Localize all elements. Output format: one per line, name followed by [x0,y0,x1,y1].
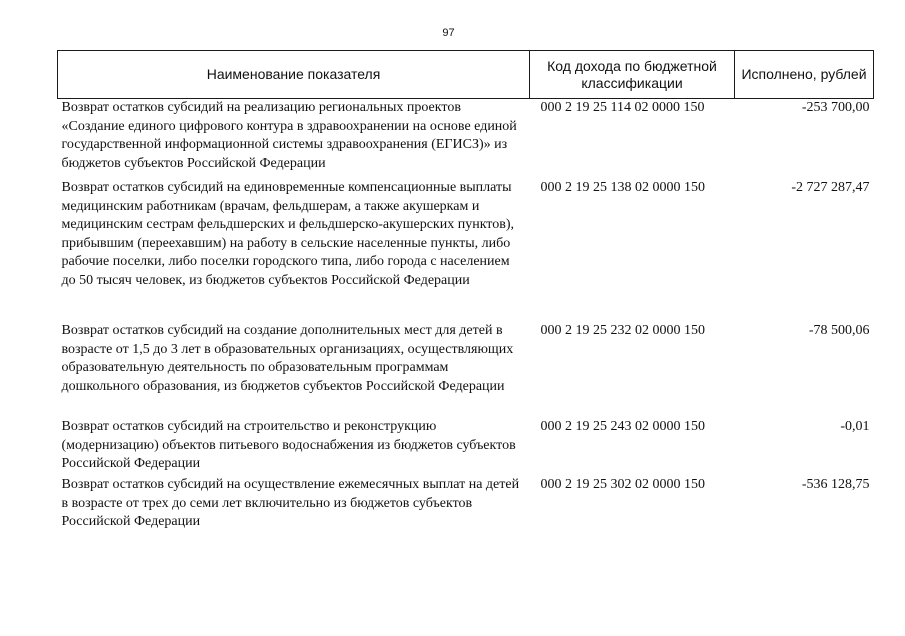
table-row [58,476,874,536]
row-amount: -78 500,06 [808,323,870,338]
budget-table [57,50,874,536]
page-number: 97 [442,27,455,39]
row-code: 000 2 19 25 114 02 0000 150 [540,100,705,115]
row-amount: -0,01 [840,419,870,434]
header-indicator-name: Наименование показателя [58,51,530,99]
table-row [58,418,874,476]
row-code: 000 2 19 25 232 02 0000 150 [540,323,705,338]
row-code: 000 2 19 25 302 02 0000 150 [540,477,705,492]
row-code: 000 2 19 25 243 02 0000 150 [540,419,705,434]
row-amount: -536 128,75 [801,477,870,492]
row-code: 000 2 19 25 138 02 0000 150 [540,180,705,195]
row-name: Возврат остатков субсидий на создание дополнительных мест для детей в возрасте от 1,5 до 3 лет в образовательных организациях, осуществляющих образовательную деятельность по образовательным программам дошкольного образования, из бюджетов субъектов Российской Федерации [61,323,514,394]
row-amount: -253 700,00 [801,100,870,115]
header-amount-executed: Исполнено, рублей [735,51,874,99]
table-header-row [58,51,874,99]
row-name: Возврат остатков субсидий на реализацию региональных проектов «Создание единого цифрового контура в здравоохранении на основе единой государственной информационной системы здравоохранения (ЕГИСЗ)» из бюджетов субъектов Российской Федерации [61,100,517,171]
header-income-code: Код дохода по бюджетной классификации [530,51,735,99]
table-row [58,99,874,180]
row-amount: -2 727 287,47 [791,180,870,195]
table-row [58,322,874,418]
row-name: Возврат остатков субсидий на единовременные компенсационные выплаты медицинским работникам (врачам, фельдшерам, а также акушеркам и медицинским сестрам фельдшерских и фельдшерско-акушерских пунктов), прибывшим (переехавшим) на работу в сельские населенные пункты, либо рабочие поселки, либо поселки городского типа, либо города с населением до 50 тысяч человек, из бюджетов субъектов Российской Федерации [61,180,515,288]
row-name: Возврат остатков субсидий на строительство и реконструкцию (модернизацию) объектов питьевого водоснабжения из бюджетов субъектов Российской Федерации [61,419,516,472]
table-row [58,179,874,322]
row-name: Возврат остатков субсидий на осуществление ежемесячных выплат на детей в возрасте от трех до семи лет включительно из бюджетов субъектов Российской Федерации [61,477,520,530]
